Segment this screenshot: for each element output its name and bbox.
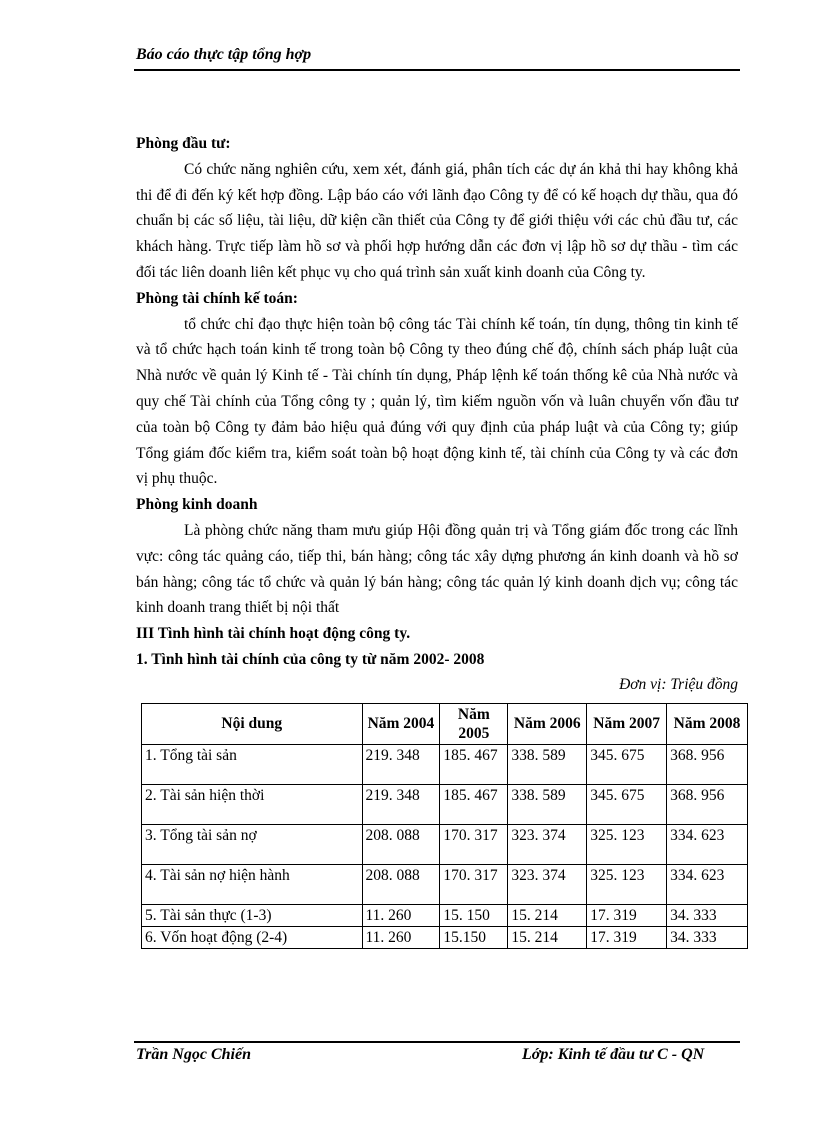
- table-cell: 34. 333: [667, 926, 748, 948]
- investment-dept-paragraph: Có chức năng nghiên cứu, xem xét, đánh giá, phân tích các dự án khả thi hay không khả thi để đi đến ký kết hợp đồng. Lập báo cáo với lãnh đạo Công ty để có kế hoạch dự thầu, qua đó chuẩn bị các số liệu, tài liệu, dữ kiện cần thiết của Công ty để giới thiệu với các chủ đầu tư, các khách hàng. Trực tiếp làm hồ sơ và phối hợp hướng dẫn các đơn vị lập hồ sơ dự thầu - tìm các đối tác liên doanh liên kết phục vụ cho quá trình sản xuất kinh doanh của Công ty.: [136, 160, 738, 281]
- table-cell: 325. 123: [587, 824, 667, 864]
- table-cell: 219. 348: [362, 744, 440, 784]
- table-cell: 338. 589: [508, 784, 587, 824]
- table-cell: 170. 317: [440, 824, 508, 864]
- table-cell: 208. 088: [362, 824, 440, 864]
- table-row: [142, 864, 748, 904]
- table-cell: 34. 333: [667, 904, 748, 926]
- table-cell: 15.150: [440, 926, 508, 948]
- table-cell: 15. 150: [440, 904, 508, 926]
- finance-dept-heading: Phòng tài chính kế toán:: [136, 289, 298, 307]
- table-cell: 325. 123: [587, 864, 667, 904]
- footer-class-label: Lớp: Kinh tế đầu tư C - QN: [522, 1046, 705, 1063]
- table-row: [142, 784, 748, 824]
- table-header-cell: Năm 2008: [667, 703, 748, 744]
- unit-label: Đơn vị: Triệu đồng: [619, 675, 738, 693]
- table-row: [142, 824, 748, 864]
- table-cell: 338. 589: [508, 744, 587, 784]
- table-cell: 3. Tổng tài sản nợ: [142, 824, 363, 864]
- section-3-title: III Tình hình tài chính hoạt động công ty.: [136, 625, 411, 643]
- table-header-cell: Năm 2004: [362, 703, 440, 744]
- table-cell: 323. 374: [508, 864, 587, 904]
- table-cell: 219. 348: [362, 784, 440, 824]
- table-cell: 17. 319: [587, 904, 667, 926]
- finance-dept-paragraph: tổ chức chỉ đạo thực hiện toàn bộ công tác Tài chính kế toán, tín dụng, thông tin kinh tế và tổ chức hạch toán kinh tế trong toàn bộ Công ty theo đúng chế độ, chính sách pháp luật của Nhà nước về quản lý Kinh tế - Tài chính tín dụng, Pháp lệnh kế toán thống kê của Nhà nước và quy chế Tài chính của Tổng công ty ; quản lý, tìm kiếm nguồn vốn và luân chuyển vốn đầu tư của toàn bộ Công ty đảm bảo hiệu quả đúng với quy định của pháp luật và của Công ty; giúp Tổng giám đốc kiểm tra, kiểm soát toàn bộ hoạt động kinh tế, tài chính của Công ty và các đơn vị phụ thuộc.: [136, 315, 738, 488]
- header-divider: [134, 69, 740, 71]
- table-cell: 345. 675: [587, 744, 667, 784]
- table-cell: 15. 214: [508, 904, 587, 926]
- footer-author: Trần Ngọc Chiến: [136, 1046, 251, 1063]
- table-cell: 170. 317: [440, 864, 508, 904]
- table-row: [142, 744, 748, 784]
- table-cell: 334. 623: [667, 824, 748, 864]
- table-cell: 6. Vốn hoạt động (2-4): [142, 926, 363, 948]
- subsection-1-title: 1. Tình hình tài chính của công ty từ năm 2002- 2008: [136, 650, 485, 668]
- document-body: [136, 131, 741, 949]
- table-cell: 11. 260: [362, 904, 440, 926]
- table-row: [142, 904, 748, 926]
- table-cell: 345. 675: [587, 784, 667, 824]
- table-cell: 208. 088: [362, 864, 440, 904]
- table-cell: 11. 260: [362, 926, 440, 948]
- table-cell: 17. 319: [587, 926, 667, 948]
- table-cell: 334. 623: [667, 864, 748, 904]
- table-cell: 323. 374: [508, 824, 587, 864]
- table-cell: 185. 467: [440, 784, 508, 824]
- investment-dept-heading: Phòng đầu tư:: [136, 135, 231, 152]
- table-cell: 2. Tài sản hiện thời: [142, 784, 363, 824]
- table-cell: 368. 956: [667, 744, 748, 784]
- footer-divider: [134, 1041, 740, 1043]
- table-header-cell: Nội dung: [142, 703, 363, 744]
- table-header-row: [142, 703, 748, 744]
- business-dept-paragraph: Là phòng chức năng tham mưu giúp Hội đồng quản trị và Tổng giám đốc trong các lĩnh vực: công tác quảng cáo, tiếp thi, bán hàng; công tác xây dựng phương án kinh doanh và hồ sơ bán hàng; công tác tổ chức và quản lý bán hàng; công tác quản lý kinh doanh dịch vụ; công tác kinh doanh trang thiết bị nội thất: [136, 521, 738, 617]
- table-header-cell: Năm 2007: [587, 703, 667, 744]
- table-header-cell: Năm 2005: [440, 703, 508, 744]
- table-cell: 368. 956: [667, 784, 748, 824]
- table-row: [142, 926, 748, 948]
- table-header-cell: Năm 2006: [508, 703, 587, 744]
- page-header-title: Báo cáo thực tập tổng hợp: [136, 46, 312, 63]
- business-dept-heading: Phòng kinh doanh: [136, 496, 258, 514]
- table-cell: 5. Tài sản thực (1-3): [142, 904, 363, 926]
- table-cell: 185. 467: [440, 744, 508, 784]
- table-cell: 1. Tổng tài sản: [142, 744, 363, 784]
- financial-table: [141, 703, 748, 949]
- table-cell: 4. Tài sản nợ hiện hành: [142, 864, 363, 904]
- table-cell: 15. 214: [508, 926, 587, 948]
